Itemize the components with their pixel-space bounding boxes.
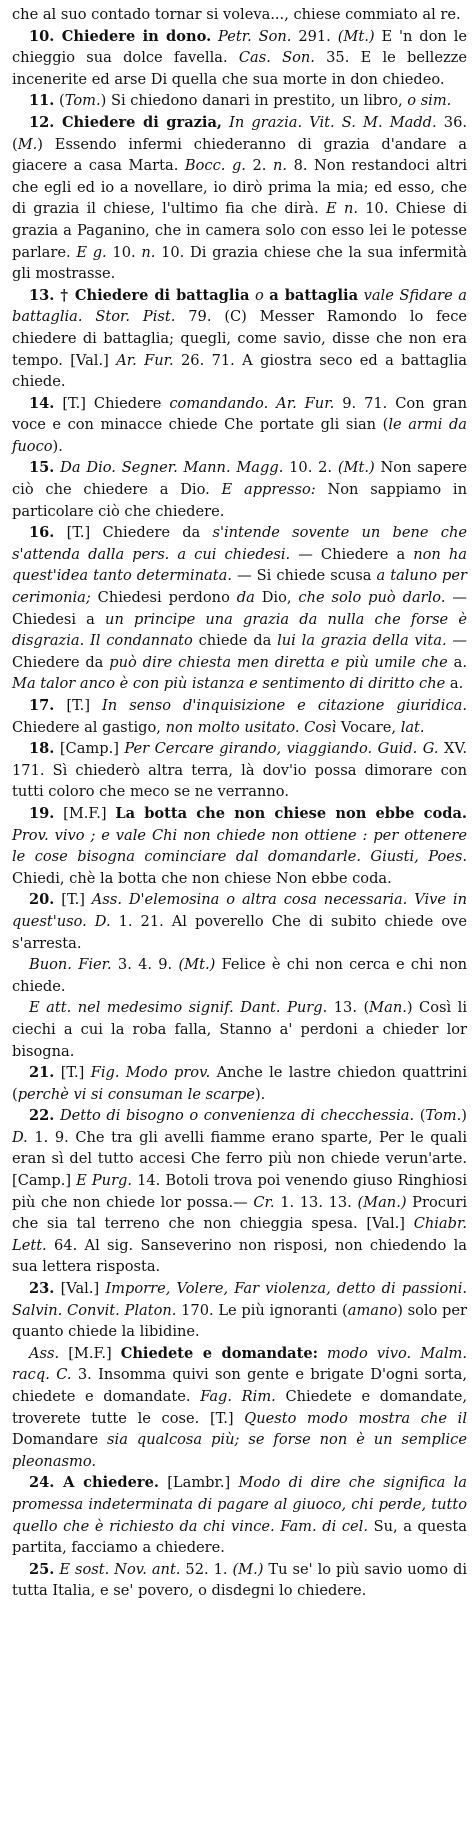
italic-text: (M.) <box>232 1560 264 1578</box>
italic-text: Ar. Fur. <box>116 351 174 369</box>
italic-text: Cr. <box>253 1193 275 1211</box>
italic-text: In senso d'inquisizione e citazione giuridica. <box>102 697 467 714</box>
entry-paragraph <box>12 393 467 458</box>
entry-heading: 14. <box>29 394 55 412</box>
italic-text: E att. nel medesimo signif. Dant. Purg. <box>29 999 328 1017</box>
italic-text: sia qualcosa più; se forse non è un semplice pleonasmo. <box>12 1431 467 1470</box>
entry-paragraph <box>12 695 467 738</box>
entry-heading: A chiedere. <box>54 1474 159 1492</box>
body-text: [T.] <box>54 891 92 909</box>
italic-text: Questo modo mostra che il <box>244 1409 467 1427</box>
body-text: — Chiedere a <box>290 545 414 563</box>
entry-paragraph <box>12 285 467 393</box>
body-text: 1. 9. Che tra gli avelli fiamme erano sparte, Per le quali eran sì del tutto accesi Che ferro più non chiede verun'arte. [Camp.] <box>12 1128 467 1190</box>
body-text: 291. <box>291 27 338 45</box>
italic-text: n. <box>141 243 156 261</box>
italic-text: può dire chiesta men diretta e più umile che <box>109 653 448 671</box>
body-text: [M.F.] <box>54 804 116 822</box>
italic-text: non ha quest'idea tanto determinata. <box>12 545 467 585</box>
entry-paragraph <box>12 1278 467 1343</box>
body-text: 3. 4. 9. <box>111 956 179 974</box>
body-text: 79. (C) Messer Ramondo lo fece chiedere di battaglia; quegli, come savio, disse che non era tempo. [Val.] <box>12 308 468 369</box>
body-text: [Val.] <box>54 1280 106 1298</box>
body-text: ) Essendo infermi chiederanno di grazia d'andare a giacere a casa Marta. <box>12 135 467 175</box>
italic-text: Cas. Son. <box>238 49 315 67</box>
body-text: ( <box>54 92 65 110</box>
italic-text: (Mt.) <box>178 956 216 974</box>
italic-text: (Mt.) <box>337 459 375 477</box>
italic-text: Per Cercare girando, viaggiando. Guid. G. <box>124 740 439 758</box>
entry-heading: 21. <box>29 1064 55 1082</box>
body-text: 1. 21. Al poverello Che di subito chiede ove s'arresta. <box>12 912 467 952</box>
body-text: Su, a questa partita, facciamo a chiedere. <box>12 1517 467 1557</box>
italic-text: D. <box>12 1128 28 1146</box>
italic-text: vale Sfidare a battaglia. Stor. Pist. <box>12 286 467 326</box>
body-text: ). <box>52 437 63 455</box>
body-text: Procuri che sia tal terreno che non chieggia spesa. [Val.] <box>12 1193 467 1233</box>
italic-text: Tom. <box>425 1107 462 1125</box>
italic-text: Petr. Son. <box>211 27 292 45</box>
italic-text: Modo di dire che significa la promessa indeterminata di pagare al giuoco, chi perde, tutto quello che è richiesto da chi vince. Fam. di cel. <box>12 1474 468 1535</box>
body-text: 8. Non restandoci altri che egli ed io a novellare, io dirò prima la mia; ed esso, che di grazia il chiese, l'ultimo fia che dirà. <box>12 157 468 218</box>
entry-paragraph <box>12 1105 467 1278</box>
italic-text: comandando. Ar. Fur. <box>169 394 335 412</box>
italic-text: lui la grazia della vita. <box>277 632 447 650</box>
entry-heading: 20. <box>29 891 55 909</box>
entry-heading: 16. <box>29 524 55 542</box>
italic-text: Buon. Fier. <box>29 956 112 974</box>
entry-heading: 10. <box>29 27 55 45</box>
body-text: ( <box>414 1107 426 1125</box>
body-text: — Si chiede scusa <box>232 567 377 585</box>
body-text: 10. 2. <box>283 459 338 477</box>
italic-text: Fig. Modo prov. <box>90 1064 211 1082</box>
body-text: Vocare, <box>336 718 401 736</box>
entry-paragraph <box>12 522 467 695</box>
body-text: — Chiedesi a <box>12 589 467 628</box>
entry-heading: Chiedere in dono. <box>54 27 212 45</box>
entry-heading: 23. <box>29 1280 55 1298</box>
body-text: 13. ( <box>327 999 370 1017</box>
entry-paragraph <box>12 954 467 997</box>
entry-paragraph <box>12 457 467 522</box>
body-text: Domandare <box>12 1431 108 1449</box>
body-text: [T.] <box>54 1064 91 1082</box>
italic-text: E appresso: <box>221 481 316 499</box>
body-text: 64. Al sig. Sanseverino non risposi, non chiedendo la sua lettera risposta. <box>12 1236 467 1276</box>
entry-heading: 18. <box>29 740 55 758</box>
body-text: 14. Botoli trova poi venendo giuso Ringhiosi più che non chiede lor possa.— <box>12 1172 468 1211</box>
italic-text: E sost. Nov. ant. <box>54 1560 181 1578</box>
body-text: chiede da <box>192 632 278 650</box>
italic-text: perchè vi si consuman le scarpe <box>17 1085 255 1103</box>
italic-text: Detto di bisogno o convenienza di checchessia. <box>54 1107 415 1125</box>
italic-text: Ass. <box>29 1344 60 1362</box>
entry-heading: Chiedete e domandate: <box>120 1344 319 1362</box>
entry-heading: 24. <box>29 1474 55 1492</box>
body-text: ). <box>254 1085 266 1103</box>
body-text: 10. Chiese di grazia a Paganino, che in camera solo con esso lei le potesse parlare. <box>12 200 467 261</box>
body-text: ) Si chiedono danari in prestito, un libro, <box>100 92 408 110</box>
entry-paragraph <box>12 4 467 26</box>
body-text: 9. 71. Con gran voce e con minacce chiede Che portate gli sian ( <box>12 394 467 434</box>
italic-text: E Purg. <box>76 1172 133 1190</box>
body-text: 10. <box>106 243 142 261</box>
body-text: a. <box>445 675 464 693</box>
italic-text: Imporre, Volere, Far violenza, detto di passioni. Salvin. Convit. Platon. <box>12 1280 468 1319</box>
italic-text: che solo può darlo. <box>298 589 446 607</box>
entry-heading: a battaglia <box>269 286 359 304</box>
entry-heading: 12. <box>29 113 55 131</box>
body-text: Non sapere ciò che chiedere a Dio. <box>12 459 467 499</box>
body-text: Chiedesi perdono <box>90 589 237 607</box>
entry-paragraph <box>12 112 467 285</box>
entry-paragraph <box>12 1472 467 1558</box>
entry-paragraph <box>12 803 467 889</box>
body-text: 2. <box>245 157 273 175</box>
body-text: 1. 13. 13. <box>274 1193 358 1211</box>
entry-paragraph <box>12 738 467 803</box>
italic-text: da <box>236 589 255 607</box>
body-text: 52. 1. <box>180 1560 233 1578</box>
body-text: Felice è chi non cerca e chi non chiede. <box>12 956 468 995</box>
body-text: XV. 171. Sì chiederò altra terra, là dov'io possa dimorare con tutti coloro che meco se ne verranno. <box>12 740 467 801</box>
italic-text: Fag. Rim. <box>200 1388 276 1405</box>
entry-heading: † Chiedere di battaglia <box>54 286 250 304</box>
body-text: 36. ( <box>12 113 467 153</box>
entry-heading: Chiedere di grazia, <box>54 113 223 131</box>
body-text: — Chiedere da <box>12 632 467 671</box>
entry-heading: La botta che non chiese non ebbe coda. <box>115 804 467 822</box>
italic-text: Prov. vivo ; e vale Chi non chiede non ottiene : per ottenere le cose bisogna cominciare dal domandarle. Giusti, Poes. <box>12 826 467 866</box>
italic-text: n. <box>272 157 288 175</box>
entry-heading: 22. <box>29 1107 55 1125</box>
body-text: Dio, <box>254 589 299 607</box>
italic-text: amano <box>347 1301 398 1319</box>
italic-text: Da Dio. Segner. Mann. Magg. <box>54 459 284 477</box>
body-text: [Camp.] <box>54 740 125 758</box>
italic-text: Chiabr. Lett. <box>12 1215 467 1254</box>
italic-text: Bocc. g. <box>184 157 246 175</box>
entry-heading: 17. <box>29 697 55 714</box>
italic-text: non molto usitato. Così <box>165 718 337 736</box>
entry-heading: 25. <box>29 1560 55 1578</box>
italic-text: s'intende sovente un bene che s'attenda dalla pers. a cui chiedesi. <box>12 524 467 563</box>
body-text: 170. Le più ignoranti ( <box>176 1301 348 1319</box>
italic-text: le armi da fuoco <box>12 416 467 455</box>
italic-text: Man. <box>369 999 407 1017</box>
entry-paragraph <box>12 997 467 1062</box>
italic-text: (Mt.) <box>337 27 375 45</box>
italic-text: un principe una grazia da nulla che forse è disgrazia. Il condannato <box>12 610 467 650</box>
body-text: ) solo per quanto chiede la libidine. <box>12 1301 468 1341</box>
body-text: [T.] <box>54 697 103 714</box>
body-text: Non sappiamo in particolare ciò che chiedere. <box>12 481 467 520</box>
entry-heading: 11. <box>29 92 55 110</box>
italic-text: Ass. D'elemosina o altra cosa necessaria. Vive in quest'uso. D. <box>12 891 467 930</box>
body-text: Anche le lastre chiedon quattrini ( <box>12 1064 467 1103</box>
italic-text: M. <box>17 135 38 153</box>
body-text: 10. Di grazia chiese che la sua infermità gli mostrasse. <box>12 243 467 283</box>
italic-text: lat. <box>400 718 425 736</box>
entry-paragraph <box>12 26 467 91</box>
body-text: [T.] Chiedere <box>54 394 170 412</box>
entry-heading: 15. <box>29 459 55 477</box>
body-text: Chiedi, chè la botta che non chiese Non ebbe coda. <box>12 869 392 887</box>
italic-text: Tom. <box>64 92 101 110</box>
italic-text: a taluno per cerimonia; <box>12 567 467 607</box>
entry-paragraph <box>12 1062 467 1105</box>
body-text: [M.F.] <box>59 1344 121 1362</box>
entry-paragraph <box>12 1343 467 1473</box>
entry-paragraph <box>12 889 467 954</box>
body-text: Chiedere al gastigo, <box>12 718 166 736</box>
italic-text: Ma talor anco è con più istanza e sentimento di diritto che <box>12 675 446 693</box>
entry-heading: 13. <box>29 286 55 304</box>
italic-text: E g. <box>76 243 107 261</box>
italic-text: o sim. <box>407 92 452 110</box>
body-text: Chiedete e domandate, troverete tutte le cose. [T.] <box>12 1388 467 1427</box>
italic-text: (Man.) <box>357 1193 407 1211</box>
body-text: [T.] Chiedere da <box>54 524 213 542</box>
body-text: 3. Insomma quivi son gente e brigate D'ogni sorta, chiedete e domandate. <box>12 1366 467 1405</box>
body-text: 35. E le bellezze incenerite ed arse Di quella che sua morte in don chiedeo. <box>12 49 468 88</box>
body-text: a. <box>447 653 467 671</box>
italic-text: In grazia. Vit. S. M. Madd. <box>222 113 437 131</box>
body-text: Tu se' lo più savio uomo di tutta Italia, e se' povero, o disdegni lo chiedere. <box>12 1560 467 1600</box>
entry-heading: 19. <box>29 804 55 822</box>
entry-paragraph <box>12 90 467 112</box>
body-text: ) <box>461 1107 467 1125</box>
italic-text: o <box>249 286 270 304</box>
body-text: che al suo contado tornar si voleva..., chiese commiato al re. <box>12 6 461 23</box>
body-text: [Lambr.] <box>158 1474 239 1492</box>
body-text: ) Così li ciechi a cui la roba falla, Stanno a' perdoni a chieder lor bisogna. <box>12 999 468 1060</box>
entry-paragraph <box>12 1559 467 1602</box>
body-text: E 'n don le chieggio sua dolce favella. <box>12 27 468 67</box>
body-text: 26. 71. A giostra seco ed a battaglia chiede. <box>12 351 467 391</box>
italic-text: modo vivo. Malm. racq. C. <box>12 1344 467 1384</box>
italic-text: E n. <box>326 200 358 218</box>
